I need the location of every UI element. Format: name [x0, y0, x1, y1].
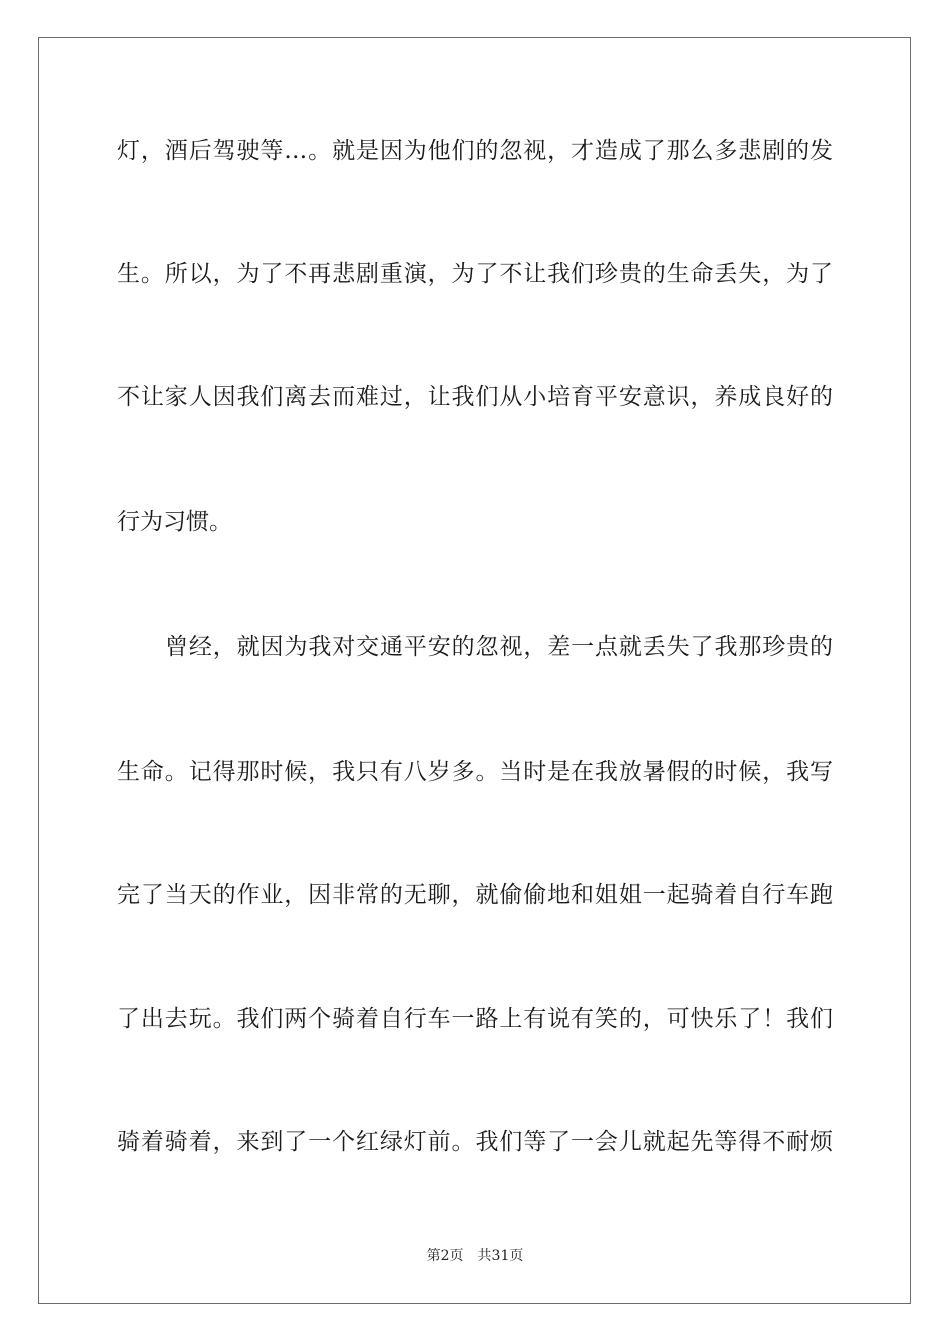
paragraph-line: 生。所以，为了不再悲剧重演，为了不让我们珍贵的生命丢失，为了 — [117, 261, 833, 287]
paragraph-line: 完了当天的作业，因非常的无聊，就偷偷地和姐姐一起骑着自行车跑 — [117, 882, 833, 908]
total-pages: 共31页 — [477, 1248, 524, 1264]
paragraph-line: 行为习惯。 — [117, 509, 232, 535]
paragraph-line: 灯，酒后驾驶等…。就是因为他们的忽视，才造成了那么多悲剧的发 — [117, 138, 833, 164]
page-number: 第2页 — [426, 1248, 464, 1264]
paragraph-line: 了出去玩。我们两个骑着自行车一路上有说有笑的，可快乐了！我们 — [117, 1006, 833, 1032]
paragraph-line: 生命。记得那时候，我只有八岁多。当时是在我放暑假的时候，我写 — [117, 759, 833, 785]
paragraph-line: 不让家人因我们离去而难过，让我们从小培育平安意识，养成良好的 — [117, 384, 833, 410]
page-footer — [0, 1247, 950, 1265]
paragraph-first-line: 曾经，就因为我对交通平安的忽视，差一点就丢失了我那珍贵的 — [165, 634, 833, 660]
page-border — [38, 37, 911, 1304]
paragraph-line: 骑着骑着，来到了一个红绿灯前。我们等了一会儿就起先等得不耐烦 — [117, 1129, 833, 1155]
